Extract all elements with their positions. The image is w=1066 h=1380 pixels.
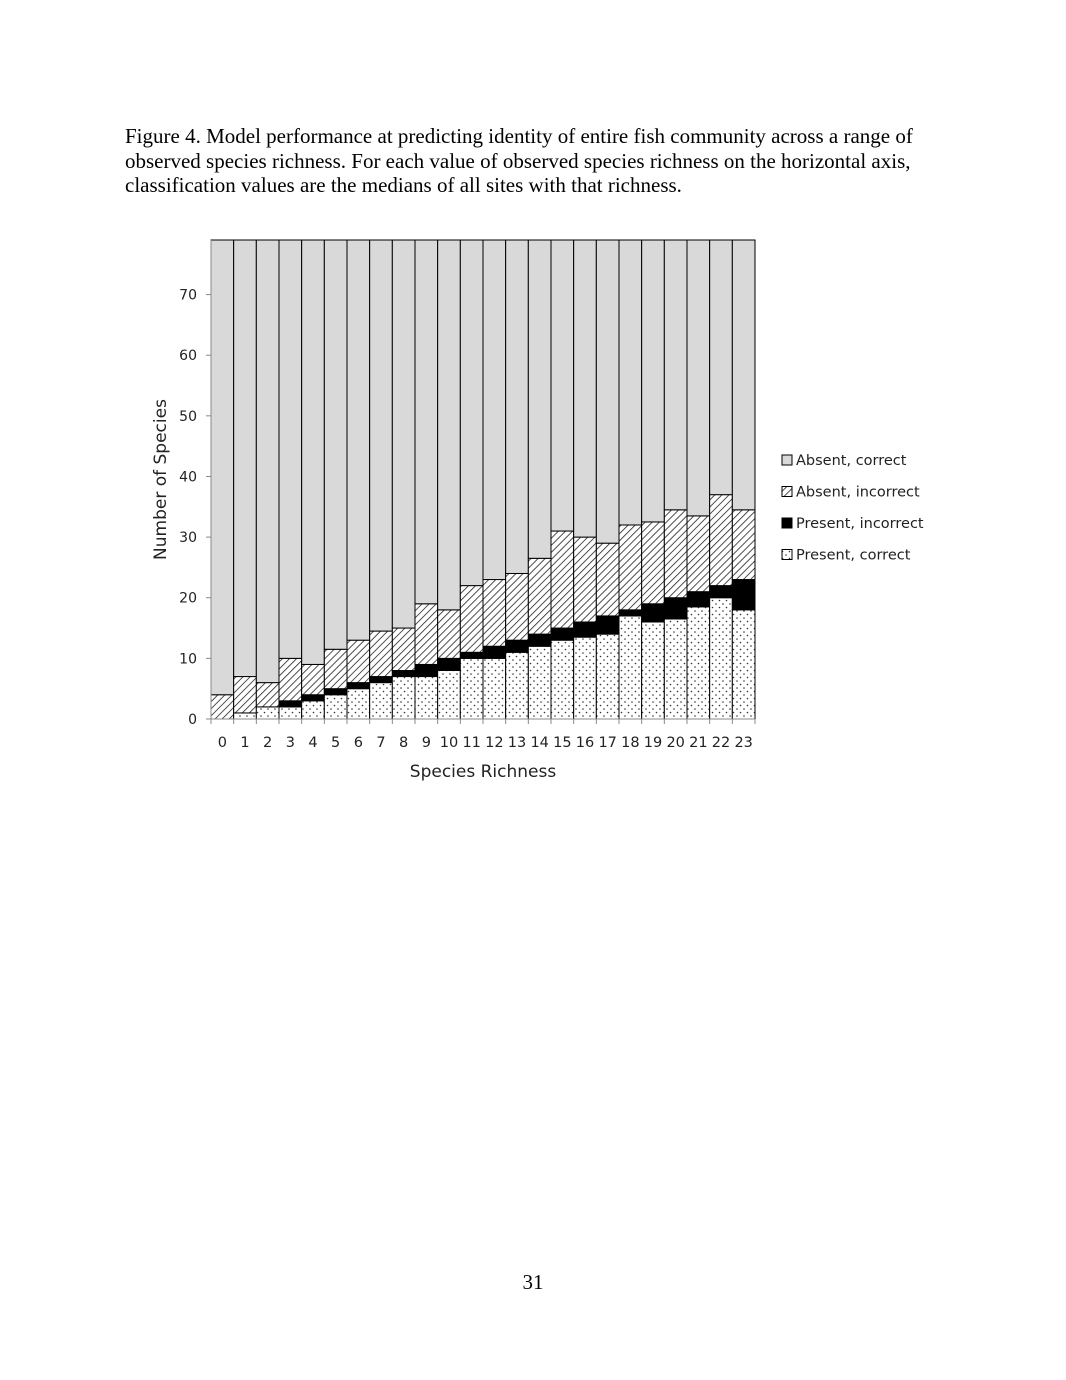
x-tick-label: 8 — [399, 735, 409, 751]
bar-segment-present-correct — [256, 707, 279, 719]
bar-segment-present-correct — [664, 619, 687, 719]
bar-segment-present-correct — [642, 622, 665, 719]
bar-segment-absent-incorrect — [211, 695, 234, 719]
bar-segment-absent-correct — [347, 240, 370, 640]
bar-segment-absent-correct — [324, 240, 347, 649]
bar-segment-absent-correct — [256, 240, 279, 683]
bar-segment-present-correct — [483, 658, 506, 719]
bar-segment-present-incorrect — [551, 628, 574, 640]
y-tick-label: 0 — [188, 712, 197, 728]
bar-segment-present-correct — [732, 610, 755, 719]
x-tick-label: 7 — [376, 735, 386, 751]
bar-segment-absent-incorrect — [687, 516, 710, 592]
x-axis-label: Species Richness — [409, 762, 557, 782]
bar-segment-present-incorrect — [415, 664, 438, 676]
bar-segment-absent-incorrect — [392, 628, 415, 670]
page-number: 31 — [522, 1270, 544, 1294]
y-axis-label: Number of Species — [151, 399, 171, 560]
bar-segment-present-incorrect — [483, 646, 506, 658]
x-tick-label: 2 — [263, 735, 273, 751]
x-tick-label: 22 — [711, 735, 731, 751]
bar-segment-absent-correct — [574, 240, 597, 537]
bar-segment-present-incorrect — [619, 610, 642, 616]
y-tick-label: 20 — [179, 590, 197, 607]
bar-segment-absent-correct — [596, 240, 619, 543]
bar-segment-present-incorrect — [438, 658, 461, 670]
x-tick-label: 13 — [507, 735, 527, 751]
y-tick-label: 40 — [179, 469, 197, 486]
bar-segment-absent-incorrect — [256, 683, 279, 707]
bar-segment-present-correct — [392, 677, 415, 719]
bar-segment-present-incorrect — [732, 580, 755, 610]
bar-segment-present-correct — [279, 707, 302, 719]
x-tick-label: 4 — [308, 735, 318, 751]
bar-segment-present-correct — [234, 713, 257, 719]
bar-segment-absent-correct — [710, 240, 733, 495]
bar-segment-absent-correct — [415, 240, 438, 604]
bar-segment-present-incorrect — [528, 634, 551, 646]
bar-segment-absent-correct — [642, 240, 665, 522]
bar-segment-present-incorrect — [392, 670, 415, 676]
bar-segment-present-incorrect — [596, 616, 619, 634]
x-tick-label: 23 — [734, 735, 753, 751]
bar-segment-present-incorrect — [710, 586, 733, 598]
bar-segment-absent-incorrect — [302, 664, 325, 694]
y-tick-label: 30 — [179, 530, 197, 547]
x-tick-label: 0 — [217, 735, 227, 751]
bar-segment-absent-incorrect — [596, 543, 619, 616]
bar-segment-absent-incorrect — [324, 649, 347, 688]
bar-segment-absent-incorrect — [415, 604, 438, 665]
bar-segment-present-incorrect — [324, 689, 347, 695]
bar-segment-present-incorrect — [687, 592, 710, 607]
bar-segment-present-correct — [302, 701, 325, 719]
x-tick-label: 5 — [331, 735, 341, 751]
bar-segment-absent-incorrect — [574, 537, 597, 622]
bar-segment-present-correct — [506, 652, 529, 719]
bar-segment-present-correct — [347, 689, 370, 719]
bar-segment-absent-correct — [732, 240, 755, 510]
bar-segment-absent-correct — [279, 240, 302, 658]
legend-label-absent-correct: Absent, correct — [796, 453, 907, 469]
bar-segment-absent-incorrect — [642, 522, 665, 604]
y-tick-label: 60 — [179, 348, 197, 365]
legend-label-present-incorrect: Present, incorrect — [796, 516, 924, 532]
legend-swatch-present-incorrect — [782, 518, 792, 528]
bar-segment-present-incorrect — [664, 598, 687, 619]
bar-segment-absent-correct — [211, 240, 234, 695]
bar-segment-present-incorrect — [302, 695, 325, 701]
legend-label-absent-incorrect: Absent, incorrect — [796, 484, 920, 501]
bar-segment-absent-incorrect — [347, 640, 370, 682]
bar-segment-present-correct — [596, 634, 619, 719]
bar-segment-present-correct — [551, 640, 574, 719]
x-tick-label: 11 — [462, 735, 481, 751]
x-tick-label: 6 — [353, 735, 363, 751]
bar-segment-present-correct — [460, 658, 483, 719]
bar-segment-absent-correct — [234, 240, 257, 677]
bar-segment-absent-incorrect — [370, 631, 393, 676]
bar-segment-present-correct — [370, 683, 393, 719]
bar-segment-absent-correct — [460, 240, 483, 586]
bar-segment-present-incorrect — [460, 652, 483, 658]
bar-segment-present-correct — [574, 637, 597, 719]
x-tick-label: 1 — [240, 735, 250, 751]
bar-segment-absent-incorrect — [460, 586, 483, 653]
bars-group — [211, 240, 755, 719]
bar-segment-absent-correct — [483, 240, 506, 580]
bar-segment-absent-incorrect — [234, 677, 257, 713]
bar-segment-absent-correct — [506, 240, 529, 573]
bar-segment-present-correct — [324, 695, 347, 719]
bar-segment-absent-incorrect — [483, 580, 506, 647]
bar-segment-present-incorrect — [574, 622, 597, 637]
legend-swatch-present-correct — [782, 550, 792, 560]
bar-segment-present-correct — [619, 616, 642, 719]
x-tick-label: 12 — [485, 735, 504, 751]
bar-segment-absent-correct — [551, 240, 574, 531]
bar-segment-absent-correct — [392, 240, 415, 628]
bar-segment-present-incorrect — [506, 640, 529, 652]
x-tick-label: 14 — [530, 735, 549, 751]
bar-segment-present-correct — [687, 607, 710, 719]
bar-segment-present-incorrect — [279, 701, 302, 707]
bar-segment-present-correct — [438, 670, 461, 719]
bar-segment-absent-incorrect — [506, 573, 529, 640]
bar-segment-absent-correct — [370, 240, 393, 631]
x-tick-label: 20 — [666, 735, 685, 751]
bar-segment-present-correct — [528, 646, 551, 719]
bar-segment-absent-correct — [302, 240, 325, 664]
x-tick-label: 18 — [621, 735, 640, 751]
legend-swatch-absent-incorrect — [782, 487, 792, 497]
x-tick-label: 9 — [421, 735, 431, 751]
x-tick-label: 16 — [575, 735, 595, 751]
bar-segment-absent-incorrect — [710, 495, 733, 586]
legend-label-present-correct: Present, correct — [796, 547, 911, 564]
bar-segment-absent-incorrect — [438, 610, 461, 659]
bar-segment-absent-incorrect — [279, 658, 302, 700]
bar-segment-absent-correct — [687, 240, 710, 516]
bar-segment-present-correct — [415, 677, 438, 719]
x-tick-label: 3 — [285, 735, 295, 751]
x-tick-label: 17 — [598, 735, 617, 751]
figure-caption: Figure 4. Model performance at predicting identity of entire fish community across a range of observed species richness. For each value of observed species richness on the horizontal axis, classification values are the medians of all sites with that richness. — [125, 124, 913, 197]
bar-segment-absent-incorrect — [664, 510, 687, 598]
bar-segment-absent-correct — [528, 240, 551, 558]
y-tick-label: 50 — [179, 408, 197, 425]
x-tick-label: 15 — [553, 735, 572, 751]
bar-segment-absent-incorrect — [732, 510, 755, 580]
legend — [782, 453, 924, 564]
bar-segment-absent-incorrect — [528, 558, 551, 634]
bar-segment-absent-correct — [619, 240, 642, 525]
y-tick-label: 70 — [179, 287, 197, 304]
bar-segment-present-incorrect — [370, 677, 393, 683]
legend-swatch-absent-correct — [782, 455, 792, 465]
bar-segment-present-correct — [710, 598, 733, 719]
bar-segment-absent-incorrect — [619, 525, 642, 610]
y-tick-label: 10 — [179, 651, 197, 668]
x-tick-label: 21 — [689, 735, 708, 751]
bar-segment-absent-incorrect — [551, 531, 574, 628]
bar-segment-present-incorrect — [642, 604, 665, 622]
x-tick-label: 10 — [439, 735, 459, 751]
x-tick-label: 19 — [643, 735, 663, 751]
bar-segment-absent-correct — [664, 240, 687, 510]
bar-segment-present-incorrect — [347, 683, 370, 689]
bar-segment-absent-correct — [438, 240, 461, 610]
